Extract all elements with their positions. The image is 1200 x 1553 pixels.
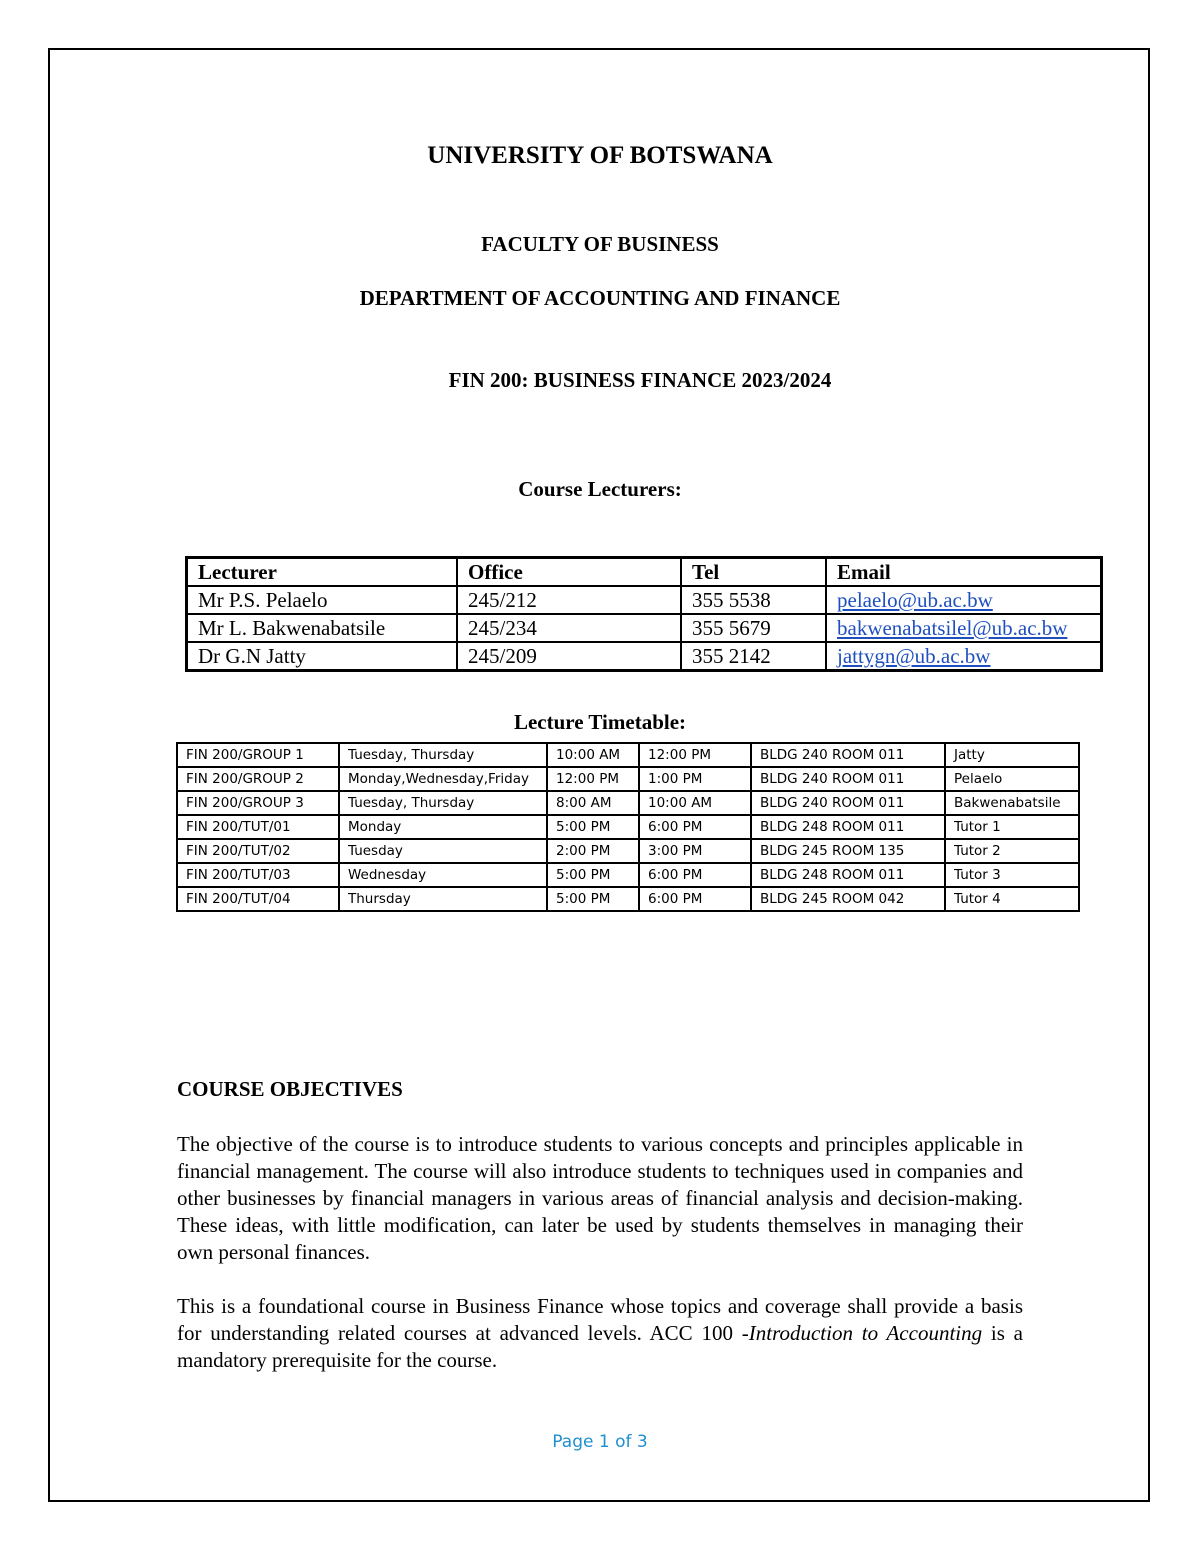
timetable-start: 10:00 AM — [547, 743, 639, 767]
timetable-lecturer: Tutor 3 — [945, 863, 1079, 887]
timetable-group: FIN 200/TUT/02 — [177, 839, 339, 863]
objectives-paragraph: The objective of the course is to introduce students to various concepts and principles applicable in financial management. The course will also introduce students to techniques used in companies and other businesses by financial managers in various areas of financial analysis and decision-making. These ideas, with little modification, can later be used by students themselves in managing their own personal finances. — [177, 1132, 1023, 1264]
timetable-heading: Lecture Timetable: — [513, 710, 687, 734]
timetable-days: Tuesday, Thursday — [339, 743, 547, 767]
lecturer-office: 245/212 — [457, 586, 681, 614]
timetable-lecturer: Jatty — [945, 743, 1079, 767]
timetable-venue: BLDG 245 ROOM 042 — [751, 887, 945, 911]
lecturer-email-cell — [826, 642, 1102, 671]
lecturer-email-cell — [826, 614, 1102, 642]
timetable-end: 1:00 PM — [639, 767, 751, 791]
lecturer-office: 245/209 — [457, 642, 681, 671]
timetable-start: 2:00 PM — [547, 839, 639, 863]
table-row — [177, 839, 1079, 863]
table-row — [177, 767, 1079, 791]
timetable-end: 12:00 PM — [639, 743, 751, 767]
timetable-end: 10:00 AM — [639, 791, 751, 815]
lecturer-name: Dr G.N Jatty — [187, 642, 458, 671]
course-title: FIN 200: BUSINESS FINANCE 2023/2024 — [448, 368, 832, 392]
table-row — [177, 863, 1079, 887]
column-header-lecturer: Lecturer — [187, 558, 458, 587]
lecturer-office: 245/234 — [457, 614, 681, 642]
course-objectives-heading: COURSE OBJECTIVES — [177, 1077, 403, 1101]
email-link[interactable]: bakwenabatsilel@ub.ac.bw — [837, 616, 1068, 640]
timetable-group: FIN 200/GROUP 2 — [177, 767, 339, 791]
table-row — [187, 642, 1102, 671]
timetable-group: FIN 200/GROUP 3 — [177, 791, 339, 815]
lecturer-name: Mr L. Bakwenabatsile — [187, 614, 458, 642]
table-row — [177, 815, 1079, 839]
column-header-office: Office — [457, 558, 681, 587]
timetable-end: 3:00 PM — [639, 839, 751, 863]
prerequisite-text-end: is a mandatory prerequisite for the course. — [177, 1321, 1023, 1372]
table-row — [177, 791, 1079, 815]
faculty-title: FACULTY OF BUSINESS — [481, 232, 719, 256]
timetable-days: Monday — [339, 815, 547, 839]
lecturer-tel: 355 5679 — [681, 614, 826, 642]
timetable-start: 5:00 PM — [547, 815, 639, 839]
timetable-end: 6:00 PM — [639, 887, 751, 911]
lecturer-tel: 355 2142 — [681, 642, 826, 671]
table-header-row — [187, 558, 1102, 587]
prerequisite-paragraph — [177, 1293, 1023, 1374]
timetable-lecturer: Tutor 2 — [945, 839, 1079, 863]
timetable-start: 12:00 PM — [547, 767, 639, 791]
timetable-group: FIN 200/TUT/01 — [177, 815, 339, 839]
prerequisite-course-name: Introduction to Accounting — [748, 1321, 983, 1345]
table-row — [187, 614, 1102, 642]
timetable-lecturer: Tutor 1 — [945, 815, 1079, 839]
timetable-group: FIN 200/TUT/04 — [177, 887, 339, 911]
table-row — [177, 887, 1079, 911]
timetable-venue: BLDG 240 ROOM 011 — [751, 791, 945, 815]
timetable-start: 8:00 AM — [547, 791, 639, 815]
timetable-venue: BLDG 248 ROOM 011 — [751, 815, 945, 839]
lecturers-table — [185, 556, 1103, 672]
timetable-days: Monday,Wednesday,Friday — [339, 767, 547, 791]
timetable-group: FIN 200/TUT/03 — [177, 863, 339, 887]
timetable-days: Thursday — [339, 887, 547, 911]
timetable-lecturer: Tutor 4 — [945, 887, 1079, 911]
timetable-start: 5:00 PM — [547, 863, 639, 887]
table-row — [177, 743, 1079, 767]
column-header-email: Email — [826, 558, 1102, 587]
department-title: DEPARTMENT OF ACCOUNTING AND FINANCE — [359, 286, 841, 310]
lecturer-name: Mr P.S. Pelaelo — [187, 586, 458, 614]
lecturers-heading: Course Lecturers: — [518, 477, 682, 501]
email-link[interactable]: pelaelo@ub.ac.bw — [837, 588, 993, 612]
university-title: UNIVERSITY OF BOTSWANA — [427, 142, 773, 169]
lecturer-email-cell — [826, 586, 1102, 614]
prerequisite-text-start: This is a foundational course in Business Finance whose topics and coverage shall provide a basis for understanding related courses at advanced levels. ACC 100 - — [177, 1294, 1023, 1345]
timetable-lecturer: Bakwenabatsile — [945, 791, 1079, 815]
timetable-start: 5:00 PM — [547, 887, 639, 911]
email-link[interactable]: jattygn@ub.ac.bw — [837, 644, 991, 668]
timetable-group: FIN 200/GROUP 1 — [177, 743, 339, 767]
timetable-end: 6:00 PM — [639, 815, 751, 839]
table-row — [187, 586, 1102, 614]
timetable-days: Tuesday, Thursday — [339, 791, 547, 815]
timetable-venue: BLDG 240 ROOM 011 — [751, 743, 945, 767]
timetable-end: 6:00 PM — [639, 863, 751, 887]
timetable-days: Wednesday — [339, 863, 547, 887]
timetable-venue: BLDG 245 ROOM 135 — [751, 839, 945, 863]
timetable-lecturer: Pelaelo — [945, 767, 1079, 791]
column-header-tel: Tel — [681, 558, 826, 587]
lecturer-tel: 355 5538 — [681, 586, 826, 614]
page-number: Page 1 of 3 — [552, 1432, 648, 1452]
timetable-venue: BLDG 240 ROOM 011 — [751, 767, 945, 791]
timetable-days: Tuesday — [339, 839, 547, 863]
timetable-table — [176, 742, 1080, 912]
timetable-venue: BLDG 248 ROOM 011 — [751, 863, 945, 887]
